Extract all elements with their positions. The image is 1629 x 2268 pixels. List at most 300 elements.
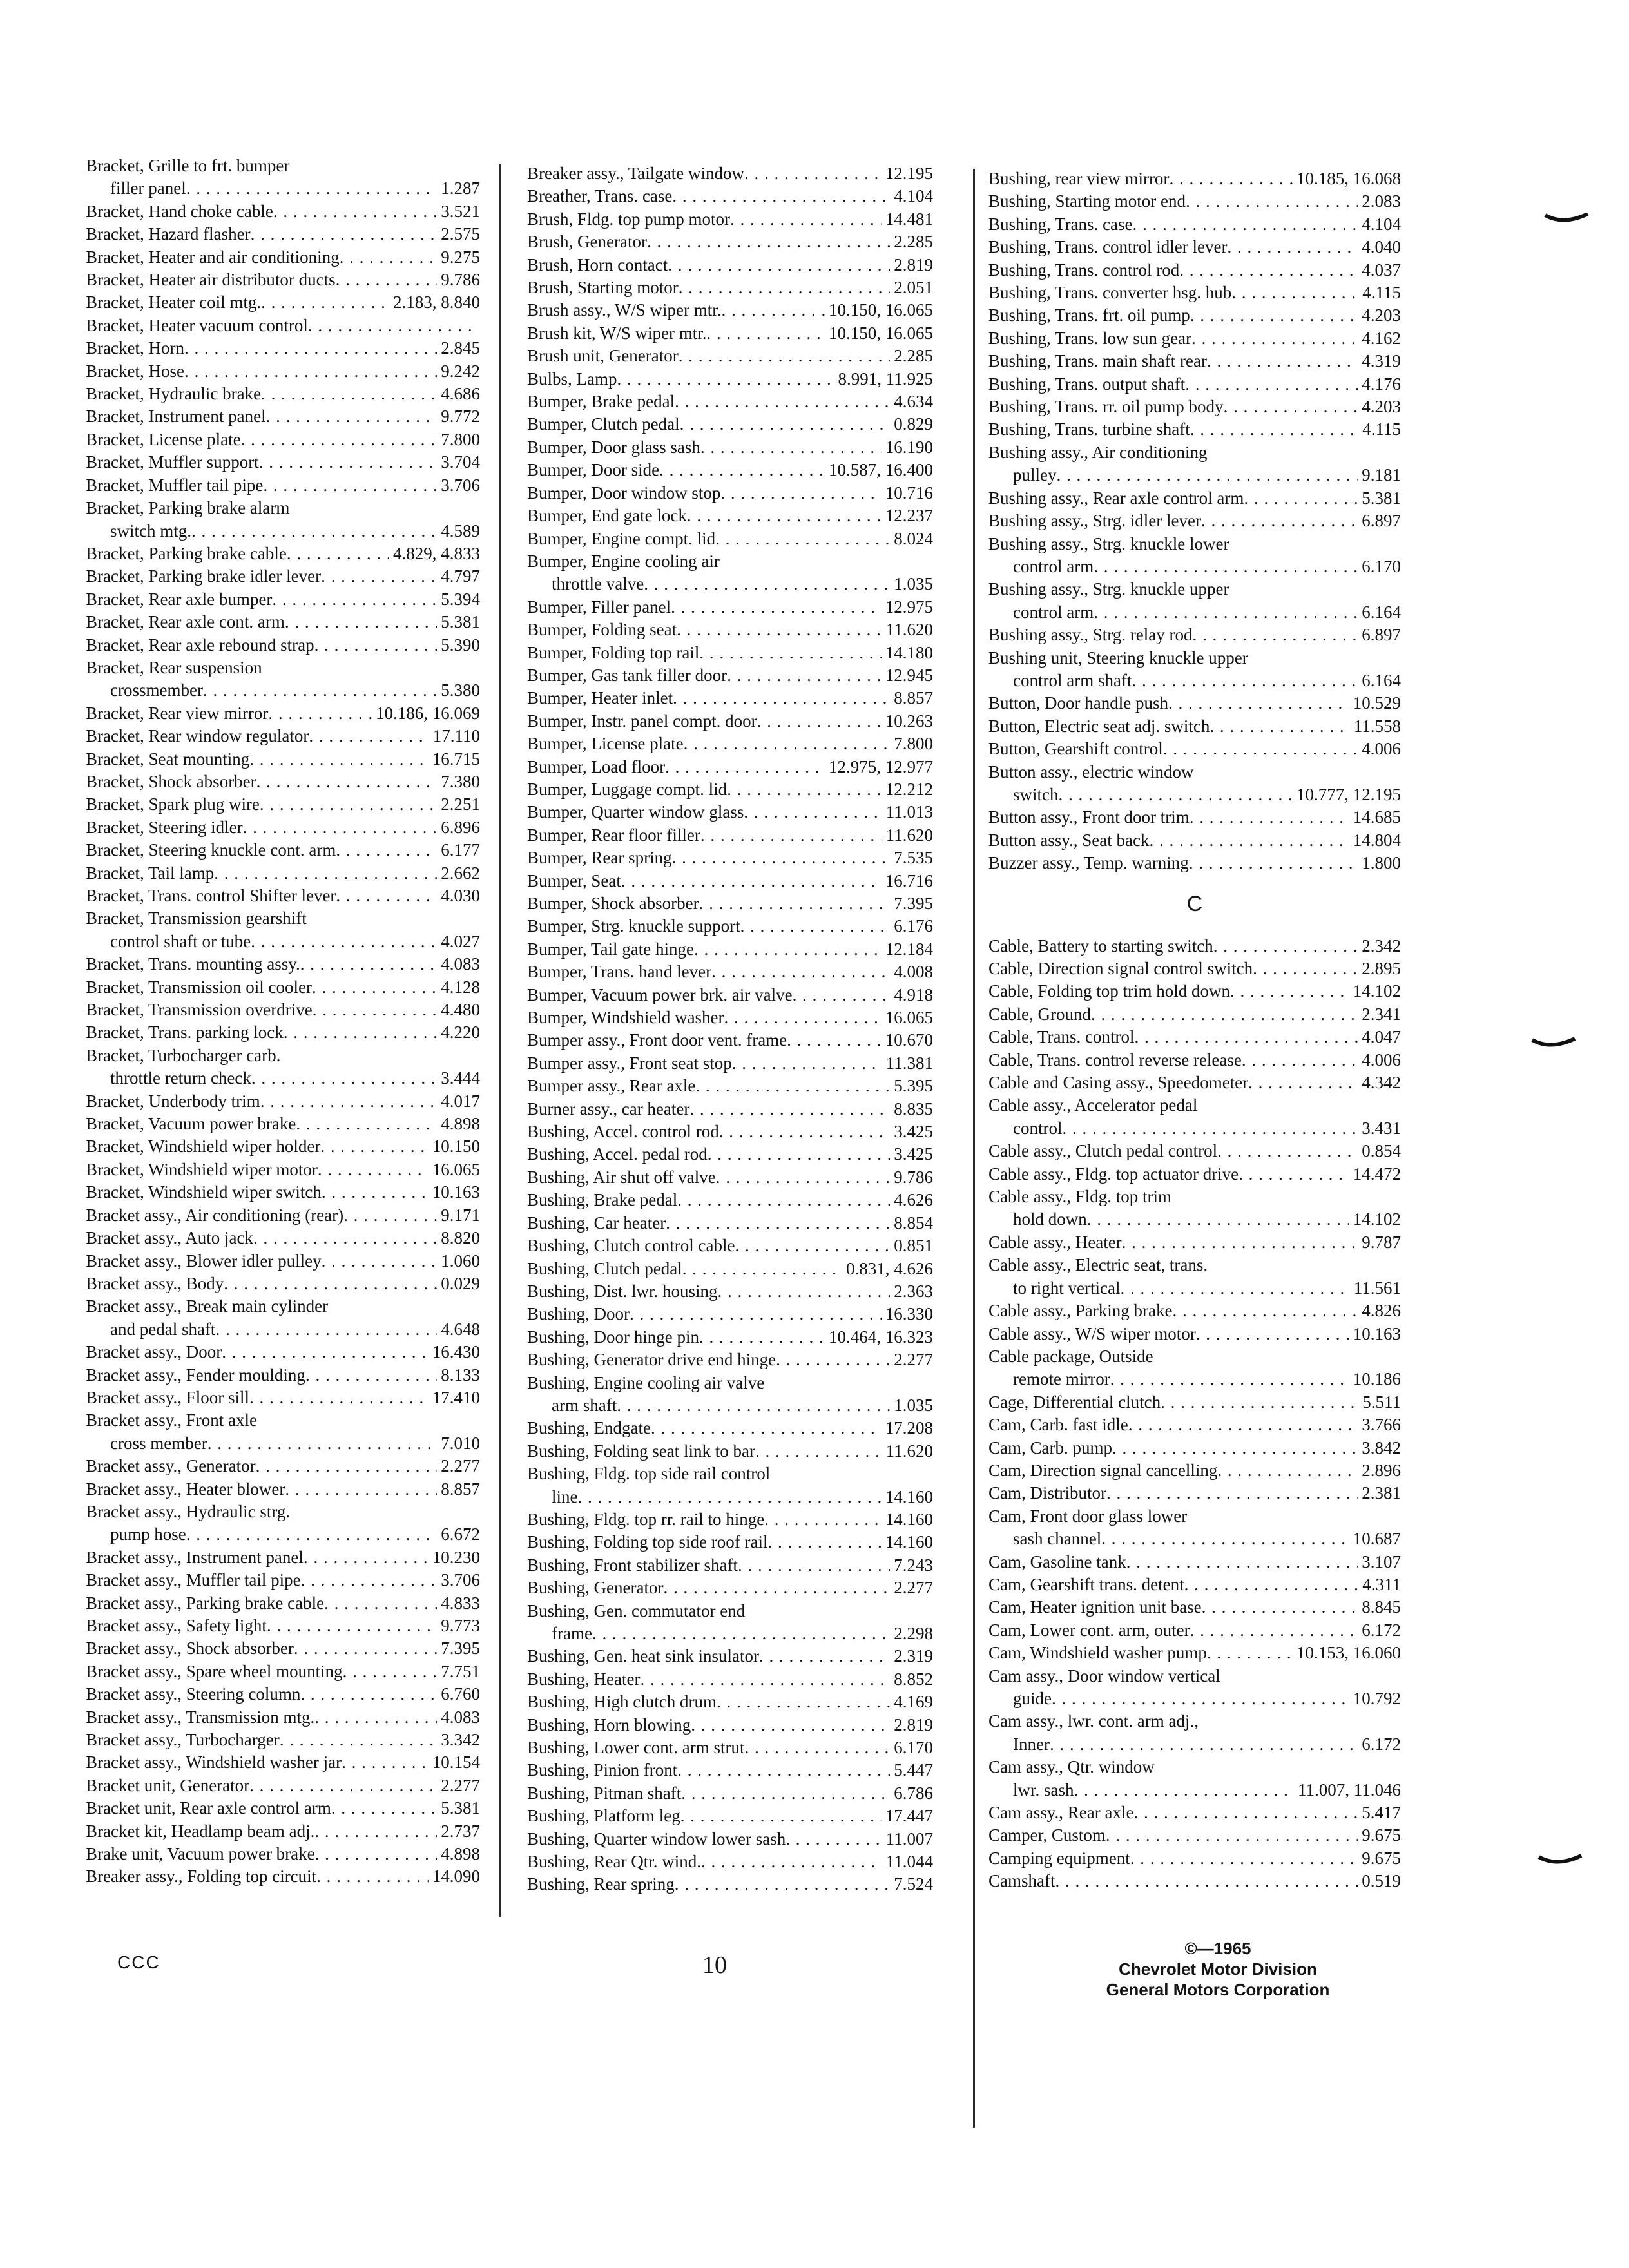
entry-reference: 2.737: [441, 1821, 480, 1841]
dot-leader: [336, 885, 437, 907]
entry-reference: 7.380: [441, 771, 480, 791]
entry-reference: 6.786: [894, 1783, 933, 1803]
entry-label: Bracket, Transmission oil cooler: [86, 977, 312, 997]
entry-reference: 11.620: [885, 825, 933, 845]
dot-leader: [689, 1098, 890, 1120]
entry-label: Bushing, Rear spring: [527, 1874, 675, 1894]
entry-reference: 12.195: [885, 164, 933, 183]
index-entry: [988, 829, 1401, 852]
entry-label: Camper, Custom: [988, 1825, 1106, 1845]
entry-reference: 8.991, 11.925: [838, 369, 933, 389]
dot-leader: [1126, 1551, 1358, 1573]
entry-reference: 12.975, 12.977: [829, 756, 933, 776]
entry-label: Bushing, Door hinge pin: [527, 1327, 699, 1347]
entry-heading: Cam, Front door glass lower: [988, 1506, 1188, 1526]
entry-reference: 5.381: [441, 612, 480, 632]
index-entry: [988, 1049, 1401, 1072]
index-entry: [527, 1668, 933, 1691]
entry-reference: 10.186: [1353, 1369, 1401, 1389]
dot-leader: [203, 679, 437, 702]
entry-reference: 4.342: [1362, 1073, 1401, 1093]
entry-heading: Bracket, Parking brake alarm: [86, 498, 290, 518]
entry-label: Cage, Differential clutch: [988, 1392, 1161, 1412]
dot-leader: [711, 961, 890, 983]
entry-reference: 1.060: [441, 1251, 480, 1271]
dot-leader: [1190, 806, 1349, 829]
entry-label: Bracket, Hazard flasher: [86, 224, 251, 244]
entry-reference: 6.760: [441, 1684, 480, 1704]
entry-reference: 2.285: [894, 346, 933, 366]
dot-leader: [340, 246, 438, 269]
entry-reference: 14.180: [885, 642, 933, 662]
entry-label: Bracket, Trans. mounting assy.: [86, 954, 300, 974]
entry-heading: Cam assy., lwr. cont. arm adj.,: [988, 1711, 1199, 1731]
entry-reference: 4.686: [441, 384, 480, 404]
dot-leader: [336, 839, 437, 861]
entry-label: Bushing, Trans. control idler lever: [988, 237, 1228, 257]
entry-reference: 5.511: [1362, 1392, 1401, 1412]
dot-leader: [1106, 1482, 1358, 1504]
dot-leader: [266, 405, 438, 428]
entry-label: Bumper, Instr. panel compt. door: [527, 711, 757, 731]
index-entry: [527, 756, 933, 778]
entry-reference: 4.030: [441, 886, 480, 905]
entry-reference: 9.675: [1362, 1825, 1401, 1845]
index-entry: [988, 213, 1401, 236]
index-entry: [86, 428, 480, 451]
index-entry: [988, 1140, 1401, 1162]
entry-heading: Bracket, Turbocharger carb.: [86, 1045, 281, 1065]
dot-leader: [324, 1592, 437, 1615]
index-entry: [86, 1273, 480, 1295]
entry-reference: 2.342: [1362, 936, 1401, 956]
entry-reference: 2.819: [894, 1715, 933, 1735]
dot-leader: [301, 1569, 438, 1591]
dot-leader: [331, 1797, 437, 1820]
index-entry: [527, 984, 933, 1006]
dot-leader: [305, 1364, 437, 1387]
entry-reference: 11.620: [885, 620, 933, 640]
dot-leader: [727, 664, 882, 687]
dot-leader: [342, 1751, 429, 1774]
entry-reference: 5.417: [1362, 1803, 1401, 1823]
column-divider: [499, 164, 501, 1917]
entry-reference: 2.819: [894, 255, 933, 274]
index-entry: [988, 935, 1401, 957]
dot-leader: [251, 1067, 437, 1090]
index-entry: [527, 1029, 933, 1052]
index-entry: [86, 725, 480, 747]
index-entry: [86, 1637, 480, 1660]
index-entry: [527, 847, 933, 869]
entry-heading: Cable package, Outside: [988, 1346, 1153, 1366]
entry-reference: 4.104: [1362, 214, 1401, 234]
entry-reference: 4.634: [894, 392, 933, 412]
dot-leader: [191, 520, 437, 543]
entry-label: Bushing, Pitman shaft: [527, 1783, 682, 1803]
entry-label: Bracket assy., Air conditioning (rear): [86, 1205, 344, 1225]
entry-label: Bracket assy., Steering column: [86, 1684, 301, 1704]
index-entry: [527, 1052, 933, 1075]
dot-leader: [718, 1280, 891, 1303]
dot-leader: [717, 1691, 890, 1713]
dot-leader: [1112, 1437, 1358, 1459]
index-entry: [527, 870, 933, 892]
entry-label: Bracket, Rear window regulator: [86, 726, 309, 746]
entry-label: Bumper, Trans. hand lever: [527, 962, 712, 982]
entry-label: Cable, Trans. control reverse release: [988, 1050, 1242, 1070]
dot-leader: [744, 1736, 890, 1759]
entry-label: Bumper, Door glass sash: [527, 437, 700, 457]
entry-reference: 11.044: [885, 1852, 933, 1872]
entry-reference: 4.797: [441, 566, 480, 586]
dot-leader: [207, 1432, 438, 1455]
dot-leader: [1207, 1642, 1293, 1664]
entry-reference: 0.029: [441, 1273, 480, 1293]
dot-leader: [312, 976, 437, 999]
index-entry: [527, 1235, 933, 1257]
entry-label: Bushing, Trans. low sun gear: [988, 328, 1192, 348]
dot-leader: [1227, 236, 1358, 258]
dot-leader: [309, 725, 429, 747]
entry-label: Brush assy., W/S wiper mtr.: [527, 300, 722, 320]
binder-hole-mark: [1531, 1037, 1576, 1049]
dot-leader: [184, 360, 437, 383]
index-entry: [86, 1501, 480, 1546]
publisher-block: [1076, 1938, 1360, 2000]
index-entry: [86, 1158, 480, 1181]
dot-leader: [249, 748, 429, 771]
index-entry: [86, 1569, 480, 1591]
entry-reference: 7.535: [894, 848, 933, 868]
dot-leader: [1074, 1779, 1295, 1802]
entry-heading: Bumper, Engine cooling air: [527, 551, 720, 571]
entry-label: Bumper, Shock absorber: [527, 894, 699, 913]
dot-leader: [263, 474, 437, 497]
index-entry: [988, 1482, 1401, 1504]
dot-leader: [287, 543, 389, 565]
entry-reference: 4.589: [441, 521, 480, 541]
entry-reference: 2.083: [1362, 191, 1401, 211]
index-entry: [988, 1186, 1401, 1231]
index-entry: [988, 1026, 1401, 1048]
entry-reference: 11.620: [885, 1441, 933, 1461]
dot-leader: [272, 588, 437, 611]
index-entry: [988, 418, 1401, 441]
dot-leader: [1189, 852, 1358, 874]
entry-heading: Bushing, Engine cooling air valve: [527, 1372, 765, 1392]
dot-leader: [617, 1394, 890, 1417]
entry-reference: 9.675: [1362, 1848, 1401, 1868]
index-entry: [86, 1797, 480, 1820]
dot-leader: [1101, 1528, 1349, 1550]
dot-leader: [759, 1645, 890, 1667]
index-entry: [988, 1231, 1401, 1254]
entry-reference: 10.186, 16.069: [376, 703, 480, 723]
index-entry: [527, 1143, 933, 1166]
entry-label: Button assy., Seat back: [988, 830, 1150, 850]
index-entry: [527, 824, 933, 847]
entry-heading: Bushing unit, Steering knuckle upper: [988, 648, 1248, 668]
entry-label: Bracket assy., Instrument panel: [86, 1547, 304, 1567]
entry-label: Bushing, Accel. pedal rod: [527, 1144, 708, 1164]
entry-reference: 2.251: [441, 794, 480, 814]
entry-reference: 14.685: [1353, 807, 1401, 827]
dot-leader: [1213, 935, 1358, 957]
dot-leader: [1248, 1072, 1358, 1094]
dot-leader: [260, 1090, 438, 1113]
entry-label: Bumper, Folding top rail: [527, 642, 700, 662]
index-entry: [988, 1551, 1401, 1573]
index-entry: [988, 1094, 1401, 1140]
dot-leader: [314, 634, 438, 657]
entry-reference: 4.626: [894, 1190, 933, 1210]
entry-label: control arm: [1013, 602, 1094, 622]
entry-label: Bracket, Hand choke cable: [86, 201, 273, 221]
index-entry: [988, 510, 1401, 532]
entry-label: control shaft or tube: [110, 931, 251, 951]
dot-leader: [672, 847, 891, 869]
dot-leader: [719, 1120, 891, 1143]
index-entry: [527, 1873, 933, 1896]
entry-reference: 4.826: [1362, 1301, 1401, 1321]
entry-label: Bracket, Vacuum power brake: [86, 1114, 296, 1134]
entry-reference: 7.800: [894, 734, 933, 754]
entry-label: Cam, Lower cont. arm, outer: [988, 1620, 1190, 1640]
entry-label: guide: [1013, 1689, 1052, 1708]
entry-label: Bracket, Parking brake idler lever: [86, 566, 322, 586]
index-entry: [86, 1865, 480, 1888]
index-entry: [988, 738, 1401, 760]
index-entry: [86, 907, 480, 953]
entry-label: Cam, Heater ignition unit base: [988, 1597, 1202, 1617]
dot-leader: [222, 1341, 429, 1363]
entry-label: Bracket unit, Rear axle control arm: [86, 1798, 331, 1818]
entry-reference: 3.425: [894, 1122, 933, 1142]
entry-label: Buzzer assy., Temp. warning: [988, 853, 1189, 873]
entry-reference: 8.024: [894, 528, 933, 548]
entry-label: Bushing, Dist. lwr. housing: [527, 1281, 718, 1301]
dot-leader: [679, 276, 891, 299]
entry-reference: 4.319: [1362, 351, 1401, 371]
index-entry: [527, 322, 933, 345]
entry-label: Bracket assy., Muffler tail pipe: [86, 1570, 301, 1590]
index-entry: [988, 715, 1401, 738]
dot-leader: [701, 1850, 882, 1873]
index-entry: [86, 291, 480, 314]
entry-reference: 10.716: [885, 483, 933, 503]
index-entry: [527, 436, 933, 459]
entry-heading: Cable assy., Accelerator pedal: [988, 1095, 1198, 1115]
entry-reference: 9.275: [441, 247, 480, 267]
index-entry: [988, 761, 1401, 807]
entry-reference: 9.786: [894, 1167, 933, 1187]
index-entry: [86, 246, 480, 269]
dot-leader: [249, 1387, 429, 1409]
entry-heading: Bracket, Grille to frt. bumper: [86, 156, 290, 175]
index-entry: [988, 1300, 1401, 1322]
entry-reference: 3.425: [894, 1144, 933, 1164]
index-entry: [988, 1437, 1401, 1459]
entry-reference: 3.107: [1362, 1552, 1401, 1571]
dot-leader: [677, 1189, 890, 1211]
index-entry: [527, 1372, 933, 1418]
dot-leader: [261, 291, 389, 314]
dot-leader: [665, 756, 825, 778]
dot-leader: [675, 390, 890, 413]
entry-reference: 9.773: [441, 1616, 480, 1635]
entry-reference: 7.524: [894, 1874, 933, 1894]
entry-label: Bushing, Brake pedal: [527, 1190, 678, 1210]
entry-reference: 6.170: [1362, 556, 1401, 576]
entry-heading: Cam assy., Qtr. window: [988, 1757, 1155, 1777]
entry-reference: 2.381: [1362, 1483, 1401, 1503]
entry-label: Brush, Fldg. top pump motor: [527, 209, 731, 229]
dot-leader: [694, 938, 882, 961]
entry-reference: 11.013: [885, 802, 933, 822]
index-entry: [527, 710, 933, 733]
dot-leader: [1191, 327, 1358, 350]
entry-reference: 4.220: [441, 1023, 480, 1043]
entry-reference: 4.008: [894, 962, 933, 982]
entry-reference: 9.786: [441, 270, 480, 290]
index-entry: [527, 801, 933, 823]
index-entry: [988, 1642, 1401, 1664]
dot-leader: [578, 1486, 882, 1508]
index-entry: [527, 550, 933, 596]
entry-reference: 10.464, 16.323: [829, 1327, 933, 1347]
binder-hole-mark: [1537, 1854, 1583, 1866]
index-entry: [988, 304, 1401, 327]
index-entry: [527, 1463, 933, 1508]
entry-reference: 6.176: [894, 916, 933, 936]
dot-leader: [1193, 624, 1358, 646]
entry-label: Bracket, Heater vacuum control: [86, 315, 308, 335]
index-entry: [86, 1592, 480, 1615]
entry-label: control arm shaft: [1013, 670, 1132, 690]
index-entry: [988, 578, 1401, 624]
entry-label: Bracket assy., Shock absorber: [86, 1639, 294, 1658]
dot-leader: [259, 451, 438, 474]
entry-label: Bushing assy., Strg. idler lever: [988, 511, 1201, 531]
index-entry: [527, 390, 933, 413]
index-entry: [988, 624, 1401, 646]
entry-reference: 10.163: [1353, 1323, 1401, 1343]
entry-label: Cable assy., Clutch pedal control: [988, 1141, 1218, 1161]
entry-reference: 9.242: [441, 361, 480, 381]
entry-label: Bracket, Muffler tail pipe: [86, 475, 264, 495]
entry-label: Bracket, Heater air distributor ducts: [86, 270, 336, 290]
entry-label: Bushing, Trans. converter hsg. hub: [988, 283, 1232, 303]
dot-leader: [1185, 373, 1358, 396]
entry-reference: 9.171: [441, 1205, 480, 1225]
index-entry: [527, 1120, 933, 1143]
dot-leader: [621, 870, 882, 892]
entry-reference: 3.704: [441, 452, 480, 472]
entry-heading: Bracket assy., Break main cylinder: [86, 1296, 329, 1316]
dot-leader: [1091, 1003, 1358, 1026]
entry-reference: 4.162: [1362, 328, 1401, 348]
entry-label: Cam assy., Rear axle: [988, 1803, 1134, 1823]
entry-reference: 6.164: [1362, 670, 1401, 690]
entry-label: pulley: [1013, 465, 1057, 485]
index-entry: [86, 474, 480, 497]
dot-leader: [1055, 1870, 1358, 1892]
entry-reference: 4.918: [894, 985, 933, 1004]
index-entry: [527, 1759, 933, 1782]
entry-heading: Bushing, Fldg. top side rail control: [527, 1464, 771, 1484]
index-entry: [86, 953, 480, 975]
index-entry: [86, 1387, 480, 1409]
entry-label: Breaker assy., Folding top circuit: [86, 1867, 317, 1887]
dot-leader: [267, 1615, 437, 1637]
entry-reference: 2.845: [441, 338, 480, 358]
entry-reference: 12.975: [885, 597, 933, 617]
dot-leader: [260, 793, 437, 816]
index-entry: [86, 1820, 480, 1843]
dot-leader: [617, 368, 834, 390]
entry-reference: 2.363: [894, 1281, 933, 1301]
entry-label: Camping equipment: [988, 1848, 1130, 1868]
entry-label: Brush kit, W/S wiper mtr.: [527, 323, 707, 343]
entry-label: Bushing, Endgate: [527, 1418, 651, 1438]
dot-leader: [735, 1235, 890, 1257]
dot-leader: [1163, 738, 1358, 760]
entry-label: Bushing, Platform leg: [527, 1806, 680, 1826]
entry-reference: 7.395: [894, 894, 933, 913]
index-entry: [527, 642, 933, 664]
entry-reference: 10.154: [432, 1753, 480, 1773]
entry-reference: 8.820: [441, 1228, 480, 1248]
dot-leader: [682, 1258, 842, 1280]
index-entry: [988, 1870, 1401, 1892]
entry-reference: 4.898: [441, 1844, 480, 1864]
index-entry: [527, 299, 933, 322]
index-entry: [86, 611, 480, 633]
entry-reference: 3.342: [441, 1730, 480, 1750]
entry-label: Bumper, Seat: [527, 870, 621, 890]
entry-reference: 1.035: [894, 1395, 933, 1415]
entry-label: Bushing, Generator drive end hinge: [527, 1350, 776, 1370]
index-entry: [527, 528, 933, 550]
index-entry: [527, 1006, 933, 1029]
entry-reference: 5.394: [441, 589, 480, 609]
entry-label: Bushing, Trans. turbine shaft: [988, 419, 1190, 439]
dot-leader: [708, 1143, 891, 1166]
index-entry: [86, 702, 480, 725]
entry-reference: 6.177: [441, 840, 480, 860]
entry-reference: 10.150, 16.065: [829, 300, 933, 320]
entry-reference: 4.648: [441, 1319, 480, 1339]
entry-label: Bracket, Windshield wiper switch: [86, 1182, 322, 1202]
entry-label: Button, Door handle push: [988, 693, 1168, 713]
entry-reference: 0.519: [1362, 1871, 1401, 1891]
index-entry: [988, 1756, 1401, 1802]
entry-reference: 16.716: [885, 870, 933, 890]
entry-reference: 5.381: [441, 1798, 480, 1818]
dot-leader: [715, 528, 890, 550]
entry-reference: 0.831, 4.626: [846, 1258, 933, 1278]
entry-label: Bushing, High clutch drum: [527, 1692, 717, 1712]
index-entry: [988, 533, 1401, 579]
entry-reference: 7.751: [441, 1661, 480, 1681]
entry-label: Bumper, Door side: [527, 460, 660, 480]
dot-leader: [1050, 1733, 1358, 1756]
dot-leader: [251, 930, 437, 953]
entry-label: control arm: [1013, 556, 1094, 576]
index-column-1: [86, 155, 480, 1888]
dot-leader: [253, 1227, 437, 1249]
